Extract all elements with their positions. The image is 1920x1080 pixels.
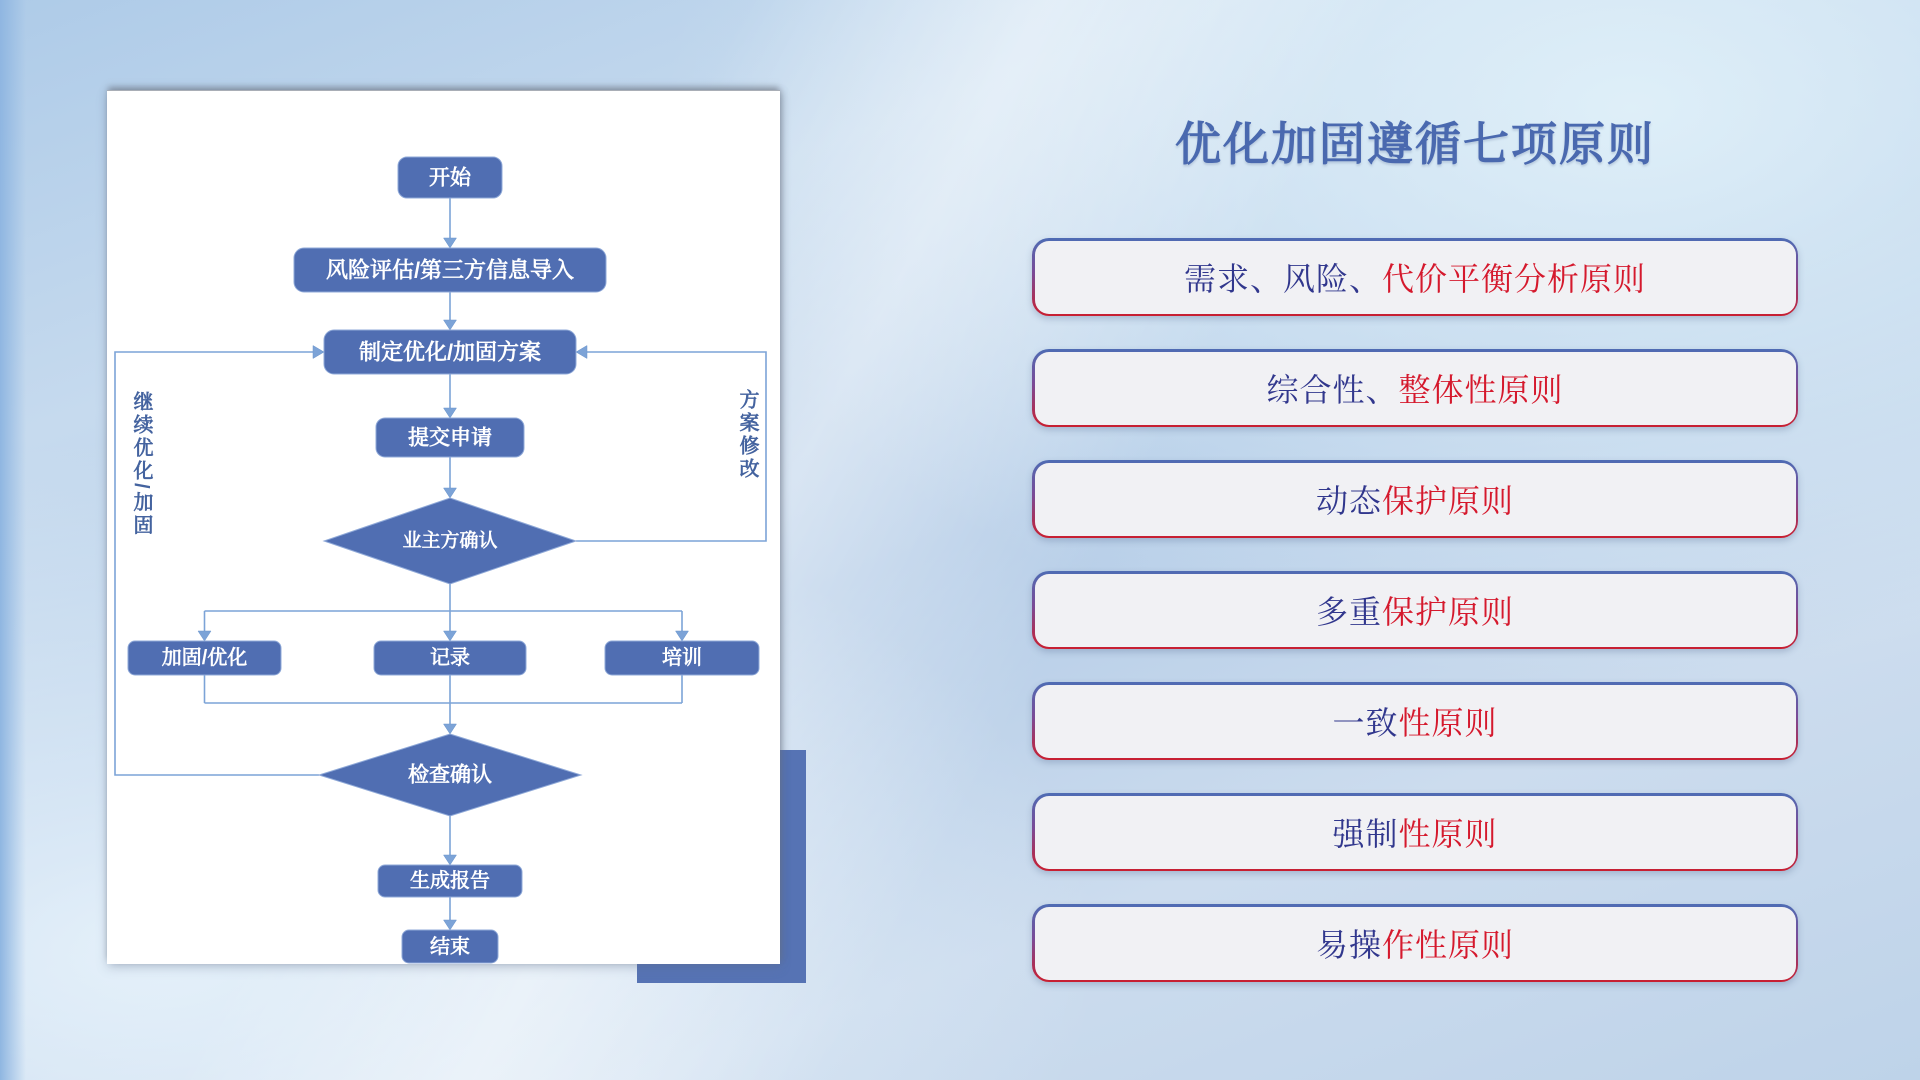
principle-label — [1035, 907, 1796, 980]
node-reinforce-label: 加固/优化 — [161, 647, 248, 669]
principle-label — [1035, 574, 1796, 647]
principle-text-red: 性原则 — [1398, 816, 1498, 852]
principle-box-3 — [1032, 460, 1798, 538]
node-start-label: 开始 — [429, 166, 471, 190]
principle-text-red: 代价平衡分析原则 — [1382, 261, 1647, 297]
principle-label — [1035, 241, 1796, 314]
node-make-plan-label: 制定优化/加固方案 — [358, 339, 542, 365]
principles-panel — [1032, 0, 1798, 1080]
node-report-label: 生成报告 — [410, 870, 490, 892]
node-training-label: 培训 — [662, 647, 702, 669]
loop-label-plan-revision: 方案修改 — [736, 389, 758, 481]
principle-text-red: 保护原则 — [1382, 594, 1515, 630]
page-title: 优化加固遵循七项原则 — [1175, 118, 1655, 170]
node-risk-import-label: 风险评估/第三方信息导入 — [325, 257, 575, 283]
loop-label-continue-optimize: 继续优化/加固 — [130, 391, 152, 538]
principle-text-blue: 动态 — [1315, 483, 1382, 519]
principle-box-6 — [1032, 793, 1798, 871]
principle-label — [1035, 796, 1796, 869]
principle-text-blue: 需求、风险、 — [1183, 261, 1382, 297]
node-check-confirm-label: 检查确认 — [408, 763, 492, 787]
principle-text-blue: 强制 — [1332, 816, 1399, 852]
flowchart-card — [107, 90, 780, 964]
flowchart-diagram — [107, 91, 780, 964]
principle-box-4 — [1032, 571, 1798, 649]
background-left-shade — [0, 0, 26, 1080]
principle-label — [1035, 463, 1796, 536]
principle-box-2 — [1032, 349, 1798, 427]
principle-text-red: 保护原则 — [1382, 483, 1515, 519]
node-owner-confirm-label: 业主方确认 — [402, 530, 498, 552]
node-end-label: 结束 — [430, 936, 470, 958]
flowchart-nodes — [128, 157, 759, 963]
principle-box-1 — [1032, 238, 1798, 316]
principle-text-blue: 易操 — [1315, 927, 1382, 963]
principle-text-red: 整体性原则 — [1398, 372, 1564, 408]
node-submit-label: 提交申请 — [408, 426, 492, 450]
principle-label — [1035, 685, 1796, 758]
principle-box-7 — [1032, 904, 1798, 982]
principle-text-red: 作性原则 — [1382, 927, 1515, 963]
principle-text-blue: 综合性、 — [1266, 372, 1399, 408]
principle-text-blue: 一致 — [1332, 705, 1399, 741]
principle-label — [1035, 352, 1796, 425]
node-record-label: 记录 — [430, 647, 470, 669]
principle-text-red: 性原则 — [1398, 705, 1498, 741]
principle-text-blue: 多重 — [1315, 594, 1382, 630]
principle-box-5 — [1032, 682, 1798, 760]
